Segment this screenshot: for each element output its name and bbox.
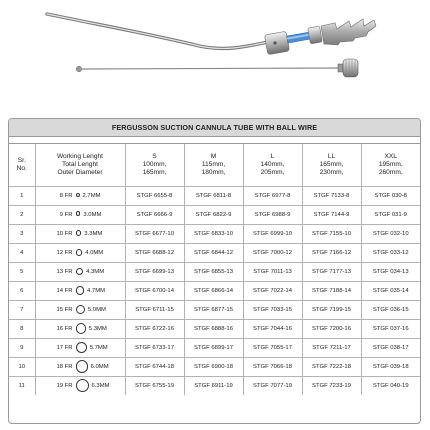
code-xxl: STGF 036-15 <box>361 300 420 319</box>
code-m: STGF 6900-18 <box>184 357 243 376</box>
row-number: 2 <box>9 205 35 224</box>
ball-wire <box>76 59 358 77</box>
code-m: STGF 6855-13 <box>184 262 243 281</box>
code-xxl: STGF 031-9 <box>361 205 420 224</box>
header-size-xxl: XXL 195mm, 260mm, <box>361 144 420 186</box>
code-s: STGF 6688-12 <box>125 243 184 262</box>
code-m: STGF 6888-16 <box>184 319 243 338</box>
code-ll: STGF 7144-9 <box>302 205 361 224</box>
diameter-mm: 6.0MM <box>90 364 109 371</box>
table-row <box>9 262 420 281</box>
diameter-cell <box>35 262 125 281</box>
header-size-ll: LL 165mm, 230mm, <box>302 144 361 186</box>
french-size: 19 FR <box>56 383 73 390</box>
french-size: 17 FR <box>56 345 73 352</box>
code-ll: STGF 7188-14 <box>302 281 361 300</box>
code-s: STGF 6733-17 <box>125 338 184 357</box>
header-size-l: L 140mm, 205mm, <box>243 144 302 186</box>
code-s: STGF 6700-14 <box>125 281 184 300</box>
table-row <box>9 186 420 205</box>
code-m: STGF 6911-19 <box>184 376 243 395</box>
code-xxl: STGF 035-14 <box>361 281 420 300</box>
diameter-cell <box>35 300 125 319</box>
french-size: 16 FR <box>56 326 73 333</box>
diameter-circle-icon <box>76 286 85 295</box>
code-l: STGF 7077-19 <box>243 376 302 395</box>
row-number: 11 <box>9 376 35 395</box>
table-row <box>9 205 420 224</box>
row-number: 6 <box>9 281 35 300</box>
diameter-mm: 3.0MM <box>83 211 102 218</box>
code-m: STGF 6811-8 <box>184 186 243 205</box>
row-number: 8 <box>9 319 35 338</box>
diameter-mm: 5.3MM <box>88 326 107 333</box>
diameter-circle-icon <box>76 360 88 372</box>
code-ll: STGF 7155-10 <box>302 224 361 243</box>
diameter-circle-icon <box>76 211 81 216</box>
code-l: STGF 6988-9 <box>243 205 302 224</box>
code-ll: STGF 7222-18 <box>302 357 361 376</box>
diameter-cell <box>35 186 125 205</box>
table-row <box>9 300 420 319</box>
code-ll: STGF 7233-19 <box>302 376 361 395</box>
table-row <box>9 376 420 395</box>
table-row <box>9 357 420 376</box>
diameter-mm: 6.3MM <box>91 383 110 390</box>
code-s: STGF 6755-19 <box>125 376 184 395</box>
table-title: FERGUSSON SUCTION CANNULA TUBE WITH BALL WIRE <box>9 119 420 137</box>
code-l: STGF 7000-12 <box>243 243 302 262</box>
row-number: 9 <box>9 338 35 357</box>
french-size: 18 FR <box>56 364 73 371</box>
code-s: STGF 6655-8 <box>125 186 184 205</box>
size-table <box>9 144 420 395</box>
code-ll: STGF 7211-17 <box>302 338 361 357</box>
code-s: STGF 6711-15 <box>125 300 184 319</box>
row-number: 4 <box>9 243 35 262</box>
code-m: STGF 6833-10 <box>184 224 243 243</box>
diameter-mm: 4.7MM <box>87 288 106 295</box>
header-sr-no: Sr. No. <box>9 144 35 186</box>
code-l: STGF 7011-13 <box>243 262 302 281</box>
diameter-circle-icon <box>76 193 80 197</box>
french-size: 13 FR <box>56 269 73 276</box>
code-m: STGF 6899-17 <box>184 338 243 357</box>
diameter-circle-icon <box>76 305 85 314</box>
diameter-cell <box>35 205 125 224</box>
diameter-mm: 4.0MM <box>85 249 104 256</box>
code-l: STGF 7066-18 <box>243 357 302 376</box>
table-body <box>9 186 420 395</box>
diameter-circle-icon <box>76 268 84 276</box>
code-s: STGF 6722-16 <box>125 319 184 338</box>
code-ll: STGF 7133-8 <box>302 186 361 205</box>
code-ll: STGF 7200-16 <box>302 319 361 338</box>
diameter-mm: 4.3MM <box>86 269 105 276</box>
code-xxl: STGF 033-12 <box>361 243 420 262</box>
diameter-circle-icon <box>76 249 83 256</box>
diameter-circle-icon <box>76 230 82 236</box>
table-row <box>9 243 420 262</box>
diameter-cell <box>35 376 125 395</box>
header-size-s: S 100mm, 165mm, <box>125 144 184 186</box>
diameter-cell <box>35 357 125 376</box>
table-row <box>9 224 420 243</box>
spacer-row <box>9 137 420 144</box>
diameter-cell <box>35 243 125 262</box>
code-l: STGF 6999-10 <box>243 224 302 243</box>
diameter-mm: 5.7MM <box>89 345 108 352</box>
code-xxl: STGF 040-19 <box>372 382 409 389</box>
diameter-cell <box>35 281 125 300</box>
table-row <box>9 338 420 357</box>
row-number: 5 <box>9 262 35 281</box>
code-m: STGF 6877-15 <box>184 300 243 319</box>
french-size: 14 FR <box>56 288 73 295</box>
code-m: STGF 6822-9 <box>184 205 243 224</box>
row-number: 10 <box>9 357 35 376</box>
code-xxl: STGF 038-17 <box>361 338 420 357</box>
code-m: STGF 6866-14 <box>184 281 243 300</box>
table-row <box>9 319 420 338</box>
french-size: 8 FR <box>59 192 73 199</box>
product-illustration <box>0 0 430 112</box>
diameter-circle-icon <box>76 342 87 353</box>
code-ll: STGF 7166-12 <box>302 243 361 262</box>
diameter-cell <box>35 319 125 338</box>
french-size: 12 FR <box>56 249 73 256</box>
code-l: STGF 7044-16 <box>243 319 302 338</box>
diameter-cell <box>35 224 125 243</box>
row-number: 7 <box>9 300 35 319</box>
code-s: STGF 6699-13 <box>125 262 184 281</box>
code-xxl: STGF 032-10 <box>361 224 420 243</box>
diameter-circle-icon <box>76 323 86 333</box>
table-row <box>9 281 420 300</box>
code-ll: STGF 7199-15 <box>302 300 361 319</box>
diameter-cell <box>35 338 125 357</box>
code-ll: STGF 7177-13 <box>302 262 361 281</box>
code-xxl: STGF 034-13 <box>361 262 420 281</box>
header-row <box>9 144 420 186</box>
row-number: 3 <box>9 224 35 243</box>
diameter-mm: 2.7MM <box>82 192 101 199</box>
row-number: 1 <box>9 186 35 205</box>
diameter-mm: 3.3MM <box>84 230 103 237</box>
code-l: STGF 6977-8 <box>243 186 302 205</box>
code-l: STGF 7055-17 <box>243 338 302 357</box>
code-s: STGF 6677-10 <box>125 224 184 243</box>
code-xxl: STGF 030-8 <box>361 186 420 205</box>
diameter-circle-icon <box>76 379 89 392</box>
header-outer-diameter: Working Lenght Total Lenght Outer Diameter <box>35 144 125 186</box>
product-table <box>8 118 421 424</box>
suction-cannula-tube <box>47 14 376 55</box>
code-xxl: STGF 039-18 <box>361 357 420 376</box>
code-l: STGF 7033-15 <box>243 300 302 319</box>
diameter-mm: 5.0MM <box>87 307 106 314</box>
code-s: STGF 6744-18 <box>125 357 184 376</box>
code-s: STGF 6666-9 <box>125 205 184 224</box>
code-m: STGF 6844-12 <box>184 243 243 262</box>
french-size: 15 FR <box>56 307 73 314</box>
french-size: 9 FR <box>59 211 73 218</box>
code-xxl: STGF 037-16 <box>361 319 420 338</box>
code-l: STGF 7022-14 <box>243 281 302 300</box>
french-size: 10 FR <box>56 230 73 237</box>
header-size-m: M 115mm, 180mm, <box>184 144 243 186</box>
